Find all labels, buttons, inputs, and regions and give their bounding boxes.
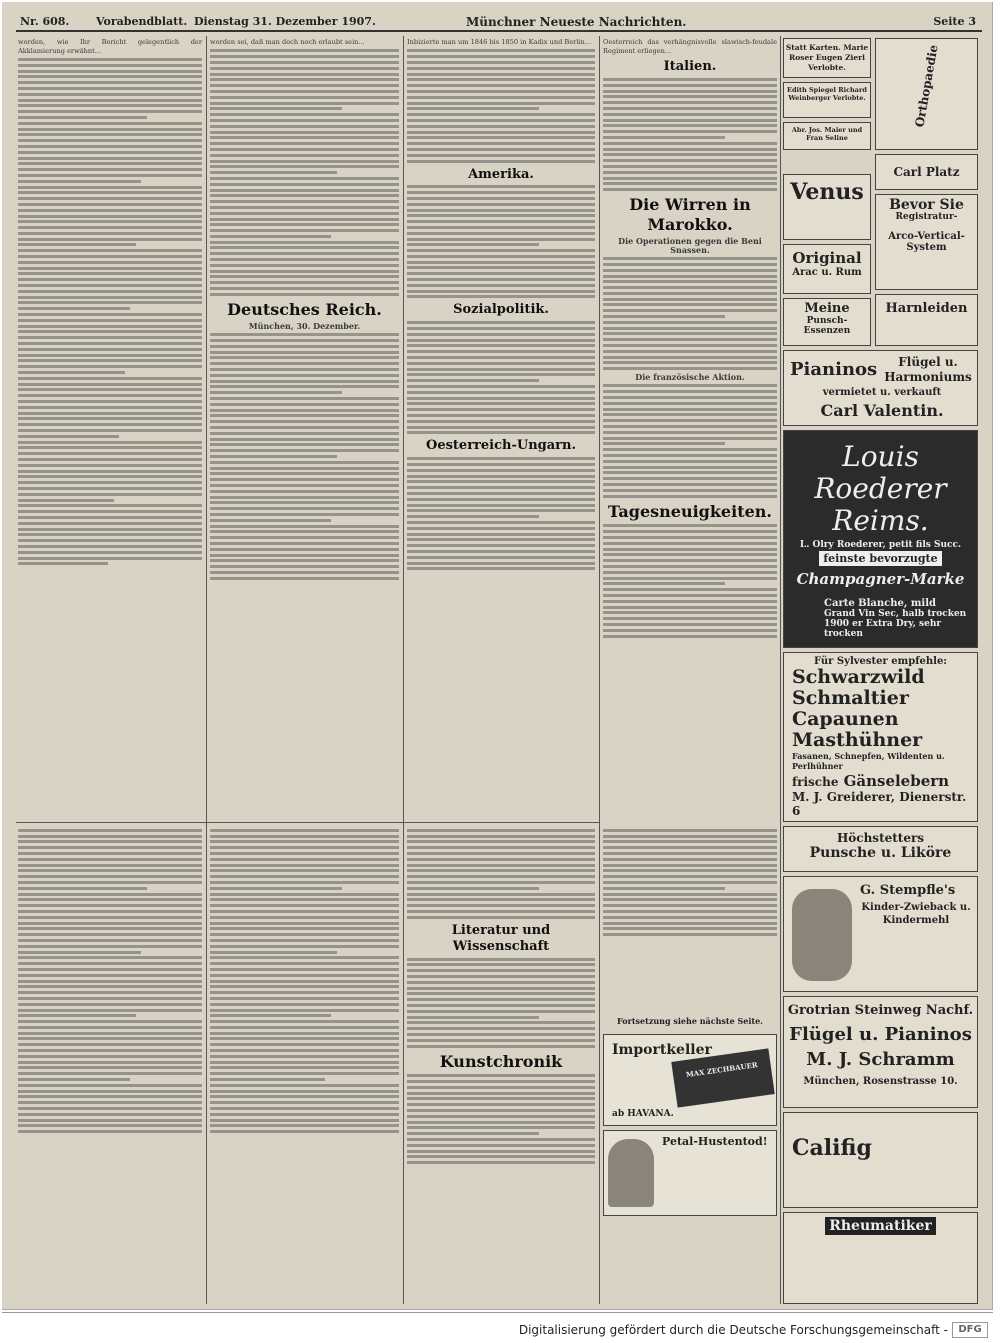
ad-platz bbox=[875, 154, 978, 190]
ad-harnleiden-text: Harnleiden bbox=[885, 301, 968, 316]
column-2-body-a bbox=[210, 49, 399, 295]
column-1-body bbox=[18, 58, 202, 565]
ad-registratur-text: Registratur- bbox=[895, 212, 958, 222]
column-4-body-a bbox=[603, 78, 777, 191]
lower-column-3-body-b bbox=[407, 958, 595, 1048]
lower-column-1-body bbox=[18, 829, 202, 1133]
column-2-text: worden sei, daß man doch noch erlaubt sein... bbox=[210, 38, 365, 46]
page-header bbox=[16, 12, 982, 32]
dfg-logo-icon: DFG bbox=[952, 1322, 988, 1338]
ad-califig bbox=[783, 1112, 978, 1208]
ad-bevor bbox=[875, 194, 978, 290]
ad-petal bbox=[603, 1130, 777, 1216]
ad-feinste-text: feinste bevorzugte bbox=[819, 551, 941, 566]
ad-original-text: Original bbox=[792, 249, 862, 267]
section-marokko: Die Wirren in Marokko. bbox=[629, 195, 751, 235]
ad-maier-text: Abr. Jos. Maier und Fran Seline bbox=[791, 126, 863, 142]
lower-column-4-body bbox=[603, 829, 777, 936]
ad-karten bbox=[783, 38, 871, 78]
column-3-body-a bbox=[407, 49, 595, 162]
issue-date: Dienstag 31. Dezember 1907. bbox=[194, 15, 376, 28]
ad-punsche-text: Punsche u. Liköre bbox=[809, 845, 952, 861]
ad-hoechstetter bbox=[783, 826, 978, 872]
ad-grand-text: Grand Vin Sec, halb trocken bbox=[824, 609, 967, 619]
children-image bbox=[792, 889, 852, 981]
section-amerika: Amerika. bbox=[468, 166, 534, 182]
column-2 bbox=[210, 38, 399, 818]
section-tagesneuigkeiten: Tagesneuigkeiten. bbox=[608, 501, 772, 521]
edition-label: Vorabendblatt. bbox=[96, 15, 188, 28]
lower-column-2 bbox=[210, 826, 399, 1304]
column-3-text: Inbizierte man um 1846 bis 1850 in Kadix und Berlin... bbox=[407, 38, 592, 46]
ad-rosenstrasse-text: München, Rosenstrasse 10. bbox=[803, 1076, 958, 1087]
ad-pianinos bbox=[783, 350, 978, 426]
ad-olry-text: L. Olry Roederer, petit fils Succ. bbox=[799, 540, 962, 550]
ad-stempfle bbox=[783, 876, 978, 992]
ad-schmaltier-text: Schmaltier bbox=[792, 687, 909, 709]
ad-hoechstetter-text: Höchstetters bbox=[836, 831, 925, 845]
ad-schwarzwild-text: Schwarzwild bbox=[792, 666, 925, 688]
ad-fluegel2-text: Flügel u. Pianinos bbox=[789, 1024, 972, 1045]
column-4-body-c bbox=[603, 384, 777, 497]
ad-greiderer bbox=[783, 652, 978, 822]
ad-spiegel bbox=[783, 82, 871, 118]
ad-frische-text: frische bbox=[792, 775, 839, 789]
issue-number: Nr. 608. bbox=[20, 15, 70, 28]
ad-havana: ab HAVANA. bbox=[612, 1109, 674, 1119]
ad-valentin-text: Carl Valentin. bbox=[820, 401, 944, 420]
marokko-subhead-2: Die französische Aktion. bbox=[635, 372, 745, 383]
column-3 bbox=[407, 38, 595, 818]
column-3-body-d bbox=[407, 457, 595, 570]
ad-carte-text: Carte Blanche, mild bbox=[824, 598, 937, 609]
lower-column-1 bbox=[18, 826, 202, 1304]
continuation-label: Fortsetzung siehe nächste Seite. bbox=[617, 1016, 763, 1026]
ad-roederer bbox=[783, 430, 978, 648]
newspaper-page bbox=[2, 2, 993, 1310]
ad-arac-text: Arac u. Rum bbox=[792, 267, 862, 278]
ad-zechbauer-name: MAX ZECHBAUER bbox=[685, 1060, 759, 1080]
ad-roederer-title: Louis Roederer bbox=[814, 440, 947, 505]
column-2-body-b bbox=[210, 333, 399, 579]
column-3-body-c bbox=[407, 321, 595, 434]
lower-column-3-body-a bbox=[407, 829, 595, 919]
column-4-text: Oesterreich das verhängnisvolle slawisch-feudale Regiment erliegen... bbox=[603, 38, 777, 55]
ad-punsch-text: Punsch-Essenzen bbox=[803, 316, 851, 336]
ad-califig-text: Califig bbox=[792, 1135, 872, 1161]
section-oesterreich: Oesterreich-Ungarn. bbox=[426, 438, 576, 454]
ad-spiegel-text: Edith Spiegel Richard Weinberger Verlobte. bbox=[787, 86, 867, 102]
continuation-note bbox=[603, 1016, 777, 1030]
page-number: Seite 3 bbox=[933, 15, 976, 28]
column-4-body-b bbox=[603, 257, 777, 370]
section-sozialpolitik: Sozialpolitik. bbox=[453, 302, 549, 318]
ad-orthopaedie-text: Orthopaedie bbox=[912, 43, 941, 129]
ad-original bbox=[783, 244, 871, 294]
ad-venus bbox=[783, 174, 871, 240]
ad-schramm-text: M. J. Schramm bbox=[806, 1049, 955, 1070]
ad-venus-text: Venus bbox=[790, 179, 864, 205]
ad-meine-text: Meine bbox=[804, 301, 850, 316]
ad-importkeller bbox=[603, 1034, 777, 1126]
section-deutsches-reich: Deutsches Reich. bbox=[227, 299, 382, 319]
ad-arco-text: Arco-Vertical-System bbox=[888, 231, 965, 253]
ad-gaenseleber-text: Gänselebern bbox=[843, 772, 950, 790]
ad-bevor-text: Bevor Sie bbox=[889, 197, 964, 213]
ad-importkeller-title: Importkeller bbox=[612, 1042, 712, 1058]
section-kunstchronik: Kunstchronik bbox=[439, 1051, 563, 1071]
ad-sylvester-text: Für Sylvester empfehle: bbox=[813, 656, 948, 667]
newspaper-title: Münchner Neueste Nachrichten. bbox=[466, 15, 687, 29]
lower-column-3-body-c bbox=[407, 1074, 595, 1164]
ad-champagner-text: Champagner-Marke bbox=[796, 570, 965, 588]
ad-rheumatiker bbox=[783, 1212, 978, 1304]
section-italien: Italien. bbox=[663, 59, 717, 75]
column-1 bbox=[18, 38, 202, 818]
footer bbox=[0, 1312, 1000, 1343]
column-3-body-b bbox=[407, 185, 595, 298]
ad-extra-text: 1900 er Extra Dry, sehr trocken bbox=[824, 619, 942, 639]
ad-harnleiden bbox=[875, 294, 978, 346]
ad-maier bbox=[783, 122, 871, 150]
portrait-image bbox=[608, 1139, 654, 1207]
deutsches-reich-dateline: München, 30. Dezember. bbox=[248, 320, 361, 331]
ad-orthopaedie bbox=[875, 38, 978, 150]
ad-fluegel-text: Flügel u. Harmoniums bbox=[884, 355, 972, 384]
lower-column-4 bbox=[603, 826, 777, 1011]
column-1-text: worden, wie Ihr Bericht gelegentlich der Akklamierung erwähnt... bbox=[18, 38, 202, 55]
marokko-subhead: Die Operationen gegen die Beni Snassen. bbox=[618, 236, 762, 255]
ad-masthuehner-text: Masthühner bbox=[792, 729, 923, 751]
ad-petal-title: Petal-Hustentod! bbox=[662, 1135, 768, 1148]
ad-zwieback-text: Kinder-Zwieback u. Kindermehl bbox=[861, 902, 971, 926]
footer-credit: Digitalisierung gefördert durch die Deutsche Forschungsgemeinschaft - bbox=[518, 1323, 948, 1337]
ad-reims-text: Reims. bbox=[832, 504, 929, 537]
ad-platz-text: Carl Platz bbox=[893, 165, 960, 179]
ad-greiderer-text: M. J. Greiderer, Dienerstr. 6 bbox=[792, 790, 967, 818]
ad-stempfle-text: G. Stempfle's bbox=[860, 883, 956, 898]
ad-grotrian-text: Grotrian Steinweg Nachf. bbox=[787, 1003, 974, 1018]
ad-fasanen-text: Fasanen, Schnepfen, Wildenten u. Perlhühner bbox=[792, 751, 945, 771]
ad-karten-text: Statt Karten. Marie Roser Eugen Zierl Verlobte. bbox=[785, 43, 869, 72]
ad-capaunen-text: Capaunen bbox=[792, 708, 899, 730]
column-4 bbox=[603, 38, 777, 818]
ad-grotrian bbox=[783, 996, 978, 1108]
ad-punsch bbox=[783, 298, 871, 346]
ad-rheumatiker-text: Rheumatiker bbox=[825, 1217, 936, 1235]
column-4-body-d bbox=[603, 524, 777, 637]
lower-column-3 bbox=[407, 826, 595, 1304]
lower-column-2-body bbox=[210, 829, 399, 1133]
ad-pianinos-text: Pianinos bbox=[790, 359, 878, 380]
ad-vermietet-text: vermietet u. verkauft bbox=[822, 387, 942, 398]
section-literatur: Literatur und Wissenschaft bbox=[451, 922, 551, 954]
